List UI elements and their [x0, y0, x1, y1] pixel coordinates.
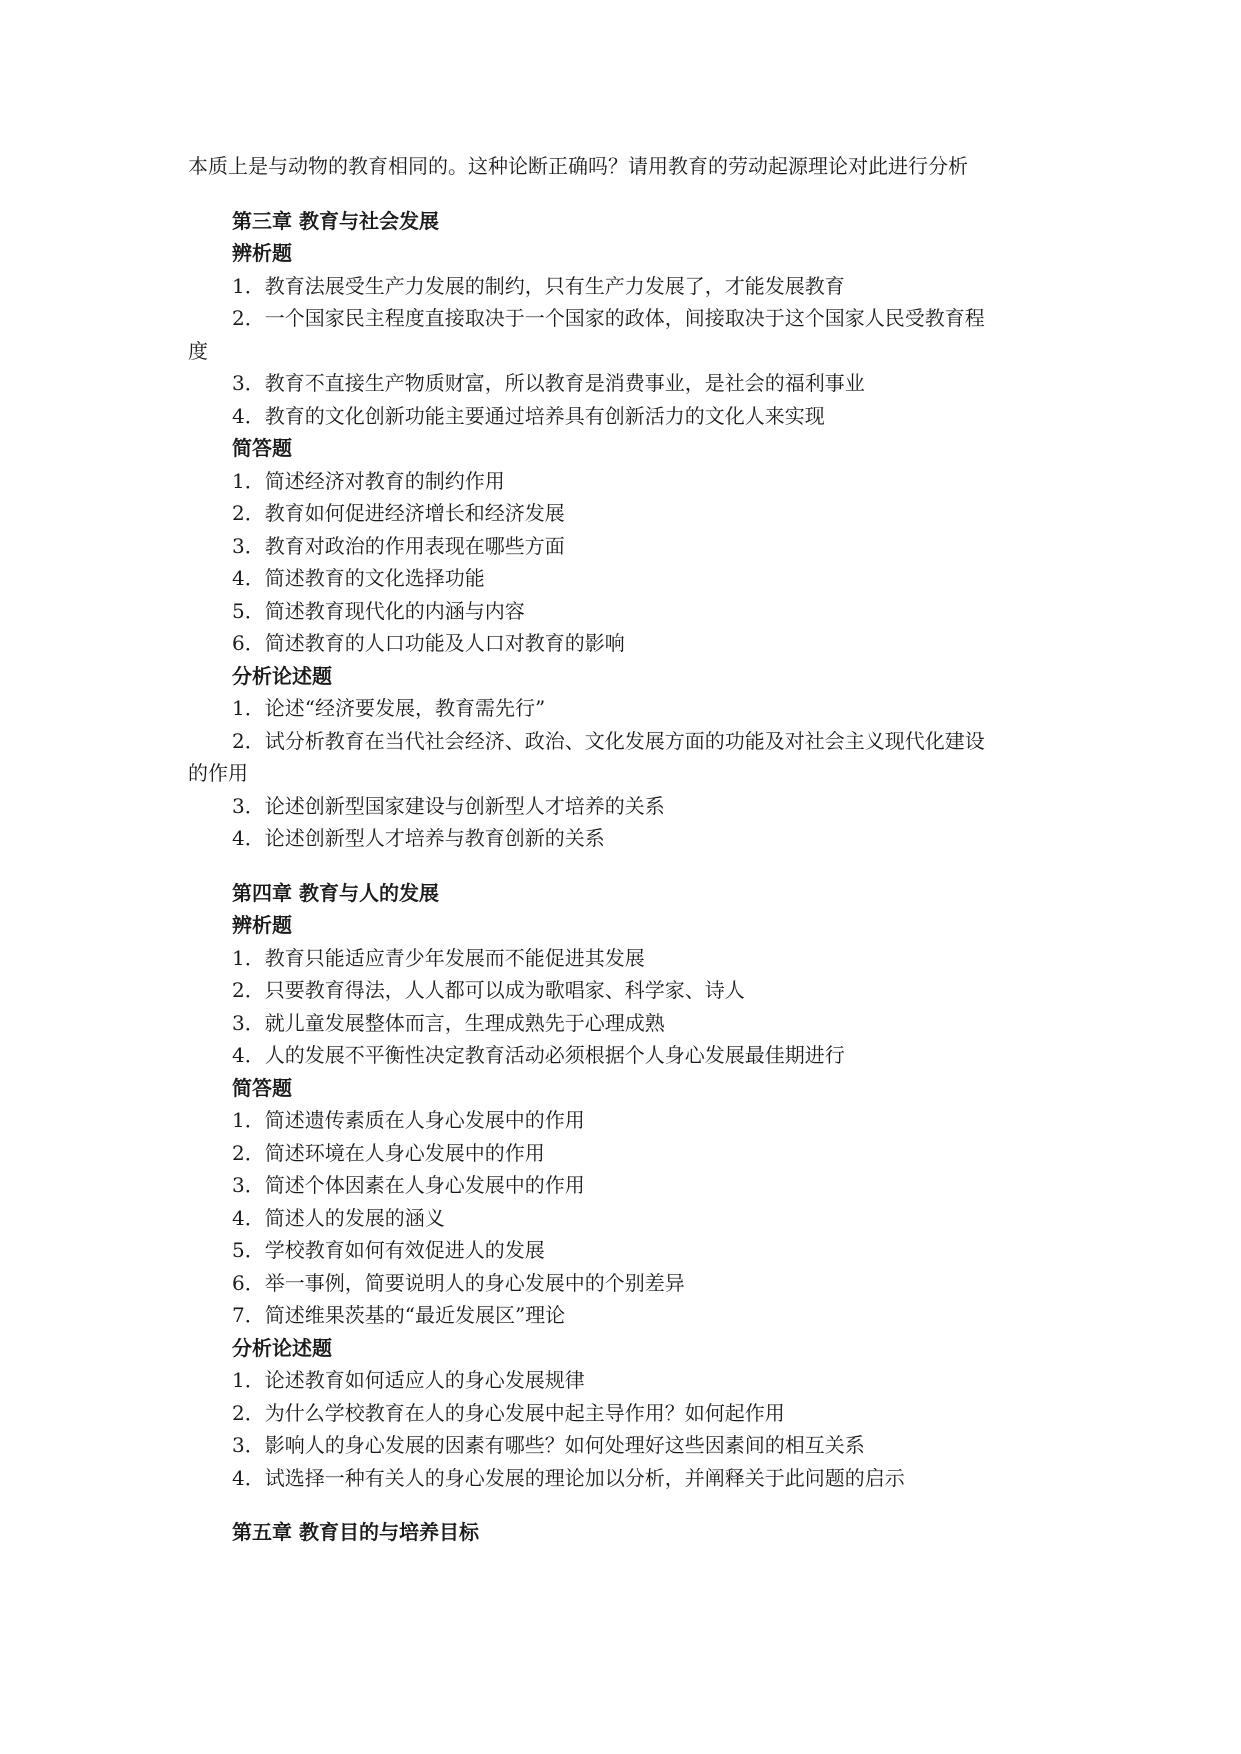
list-item: 3．就儿童发展整体而言，生理成熟先于心理成熟 — [232, 1010, 665, 1035]
list-item: 3．教育不直接生产物质财富，所以教育是消费事业，是社会的福利事业 — [232, 371, 865, 395]
list-item: 2．简述环境在人身心发展中的作用 — [232, 1140, 545, 1165]
list-item: 1．简述经济对教育的制约作用 — [232, 468, 505, 493]
list-item: 1．论述“经济要发展，教育需先行” — [232, 696, 546, 720]
list-item: 2．只要教育得法，人人都可以成为歌唱家、科学家、诗人 — [232, 978, 745, 1002]
list-item: 2．试分析教育在当代社会经济、政治、文化发展方面的功能及对社会主义现代化建设 — [232, 728, 985, 753]
list-item: 4．教育的文化创新功能主要通过培养具有创新活力的文化人来实现 — [232, 403, 825, 428]
document-page — [188, 150, 1068, 1549]
list-item: 2．一个国家民主程度直接取决于一个国家的政体，间接取决于这个国家人民受教育程 — [232, 306, 985, 330]
list-item: 1．简述遗传素质在人身心发展中的作用 — [232, 1108, 585, 1132]
section-heading-fenxi: 分析论述题 — [232, 663, 332, 688]
list-item: 4．论述创新型人才培养与教育创新的关系 — [232, 826, 605, 850]
list-item: 3．影响人的身心发展的因素有哪些？如何处理好这些因素间的相互关系 — [232, 1433, 865, 1457]
list-item: 5．简述教育现代化的内涵与内容 — [232, 598, 525, 623]
intro-line: 本质上是与动物的教育相同的。这种论断正确吗？请用教育的劳动起源理论对此进行分析 — [188, 154, 968, 178]
list-item: 3．教育对政治的作用表现在哪些方面 — [232, 533, 565, 558]
chapter-3 — [188, 205, 1068, 855]
chapter-title: 第五章 教育目的与培养目标 — [232, 1520, 479, 1544]
section-heading-jianda: 简答题 — [232, 436, 292, 460]
list-item: 4．简述教育的文化选择功能 — [232, 566, 485, 590]
list-item: 1．教育只能适应青少年发展而不能促进其发展 — [232, 945, 645, 970]
list-item-continuation: 度 — [188, 338, 208, 363]
list-item: 3．论述创新型国家建设与创新型人才培养的关系 — [232, 793, 665, 818]
list-item: 7．简述维果茨基的“最近发展区”理论 — [232, 1303, 566, 1327]
section-heading-jianda: 简答题 — [232, 1075, 292, 1100]
list-item: 5．学校教育如何有效促进人的发展 — [232, 1238, 545, 1262]
list-item: 1．教育法展受生产力发展的制约，只有生产力发展了，才能发展教育 — [232, 273, 845, 298]
list-item: 6．简述教育的人口功能及人口对教育的影响 — [232, 631, 625, 655]
list-item: 6．举一事例，简要说明人的身心发展中的个别差异 — [232, 1270, 685, 1295]
list-item: 2．教育如何促进经济增长和经济发展 — [232, 501, 565, 525]
list-item: 2．为什么学校教育在人的身心发展中起主导作用？如何起作用 — [232, 1400, 785, 1425]
chapter-5 — [188, 1516, 1068, 1549]
section-heading-fenxi: 分析论述题 — [232, 1335, 332, 1360]
chapter-4 — [188, 877, 1068, 1495]
chapter-title: 第三章 教育与社会发展 — [232, 208, 439, 233]
list-item-continuation: 的作用 — [188, 761, 248, 785]
list-item: 4．人的发展不平衡性决定教育活动必须根据个人身心发展最佳期进行 — [232, 1043, 845, 1067]
list-item: 4．简述人的发展的涵义 — [232, 1205, 445, 1230]
list-item: 4．试选择一种有关人的身心发展的理论加以分析，并阐释关于此问题的启示 — [232, 1465, 905, 1490]
section-heading-bianxi: 辨析题 — [232, 913, 292, 937]
list-item: 1．论述教育如何适应人的身心发展规律 — [232, 1368, 585, 1392]
section-heading-bianxi: 辨析题 — [232, 241, 292, 265]
chapter-title: 第四章 教育与人的发展 — [232, 880, 439, 905]
list-item: 3．简述个体因素在人身心发展中的作用 — [232, 1173, 585, 1197]
